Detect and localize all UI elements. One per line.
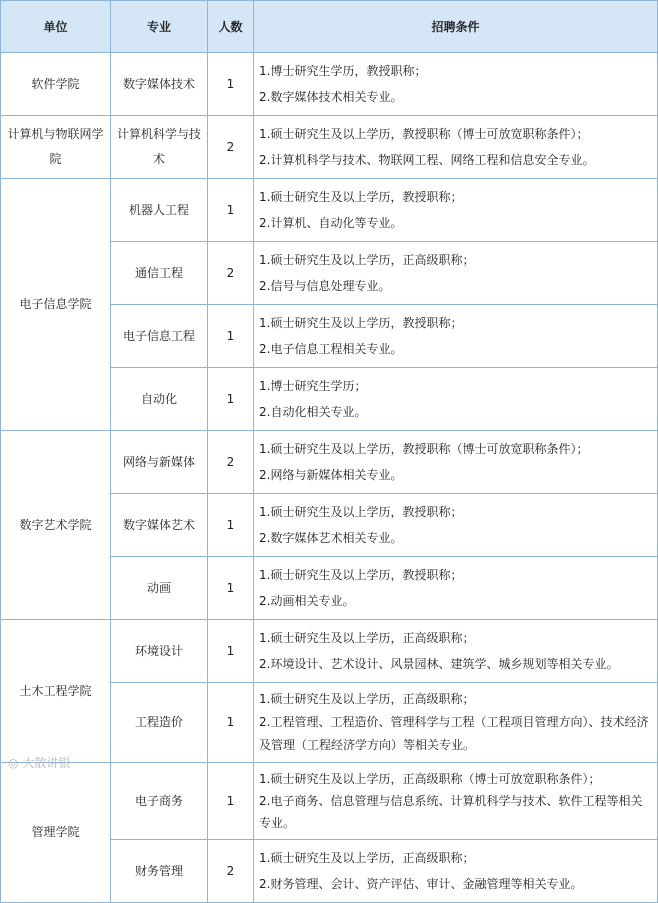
header-unit: 单位 [1,1,111,53]
requirement-line: 2.数字媒体艺术相关专业。 [259,531,403,545]
unit-cell: 管理学院 [1,763,111,903]
header-major: 专业 [111,1,208,53]
requirement-line: 1.硕士研究生及以上学历，教授职称； [259,190,463,204]
requirement-line: 1.硕士研究生及以上学历，教授职称； [259,316,463,330]
unit-cell: 土木工程学院 [1,620,111,763]
requirement-line: 2.计算机、自动化等专业。 [259,216,403,230]
major-cell: 网络与新媒体 [111,431,208,494]
unit-cell: 计算机与物联网学院 [1,116,111,179]
requirements-cell [254,763,658,840]
watermark-logo-icon: ◎ [8,756,19,770]
table-row [1,53,658,116]
major-cell: 电子信息工程 [111,305,208,368]
requirement-line: 2.财务管理、会计、资产评估、审计、金融管理等相关专业。 [259,877,583,891]
requirements-cell [254,494,658,557]
requirement-line: 2.环境设计、艺术设计、风景园林、建筑学、城乡规划等相关专业。 [259,657,619,671]
requirements-cell [254,179,658,242]
table-row [1,620,658,683]
requirements-cell [254,116,658,179]
requirement-line: 1.硕士研究生及以上学历，正高级职称； [259,631,475,645]
count-cell: 2 [208,242,254,305]
count-cell: 2 [208,840,254,903]
requirements-cell [254,368,658,431]
requirement-line: 1.硕士研究生及以上学历，教授职称； [259,568,463,582]
count-cell: 2 [208,431,254,494]
major-cell: 工程造价 [111,683,208,763]
major-cell: 通信工程 [111,242,208,305]
requirements-cell [254,242,658,305]
unit-cell: 电子信息学院 [1,179,111,431]
watermark-text: 大散讲银 [22,756,71,770]
requirement-line: 2.工程管理、工程造价、管理科学与工程（工程项目管理方向）、技术经济及管理（工程经济学方向）等相关专业。 [259,715,649,752]
requirements-cell [254,683,658,763]
count-cell: 1 [208,763,254,840]
count-cell: 1 [208,683,254,763]
requirement-line: 1.硕士研究生及以上学历，正高级职称； [259,692,475,706]
requirement-line: 1.硕士研究生及以上学历，教授职称（博士可放宽职称条件）； [259,442,589,456]
count-cell: 1 [208,494,254,557]
watermark [8,754,70,771]
requirements-cell [254,557,658,620]
requirement-line: 1.博士研究生学历； [259,379,367,393]
requirement-line: 1.硕士研究生及以上学历，正高级职称； [259,851,475,865]
unit-cell: 软件学院 [1,53,111,116]
major-cell: 自动化 [111,368,208,431]
major-cell: 环境设计 [111,620,208,683]
count-cell: 1 [208,179,254,242]
requirements-cell [254,840,658,903]
requirement-line: 2.自动化相关专业。 [259,405,367,419]
requirement-line: 2.信号与信息处理专业。 [259,279,391,293]
requirement-line: 2.电子商务、信息管理与信息系统、计算机科学与技术、软件工程等相关专业。 [259,794,643,830]
requirement-line: 2.网络与新媒体相关专业。 [259,468,403,482]
requirements-cell [254,431,658,494]
requirements-cell [254,620,658,683]
requirement-line: 1.硕士研究生及以上学历，教授职称（博士可放宽职称条件）； [259,127,589,141]
major-cell: 数字媒体技术 [111,53,208,116]
major-cell: 计算机科学与技术 [111,116,208,179]
major-cell: 财务管理 [111,840,208,903]
table-row [1,116,658,179]
count-cell: 1 [208,620,254,683]
count-cell: 1 [208,53,254,116]
requirement-line: 2.数字媒体技术相关专业。 [259,90,403,104]
count-cell: 2 [208,116,254,179]
count-cell: 1 [208,305,254,368]
count-cell: 1 [208,368,254,431]
requirement-line: 2.电子信息工程相关专业。 [259,342,403,356]
major-cell: 电子商务 [111,763,208,840]
header-row [1,1,658,53]
header-requirements: 招聘条件 [254,1,658,53]
requirements-cell [254,305,658,368]
major-cell: 动画 [111,557,208,620]
requirement-line: 1.硕士研究生及以上学历，正高级职称（博士可放宽职称条件）； [259,772,601,786]
table-row [1,763,658,840]
major-cell: 数字媒体艺术 [111,494,208,557]
requirement-line: 2.动画相关专业。 [259,594,355,608]
requirement-line: 1.博士研究生学历，教授职称； [259,64,427,78]
requirement-line: 1.硕士研究生及以上学历，正高级职称； [259,253,475,267]
requirement-line: 2.计算机科学与技术、物联网工程、网络工程和信息安全专业。 [259,153,595,167]
major-cell: 机器人工程 [111,179,208,242]
table-row [1,431,658,494]
table-row [1,179,658,242]
unit-cell: 数字艺术学院 [1,431,111,620]
requirement-line: 1.硕士研究生及以上学历，教授职称； [259,505,463,519]
header-count: 人数 [208,1,254,53]
requirements-cell [254,53,658,116]
count-cell: 1 [208,557,254,620]
